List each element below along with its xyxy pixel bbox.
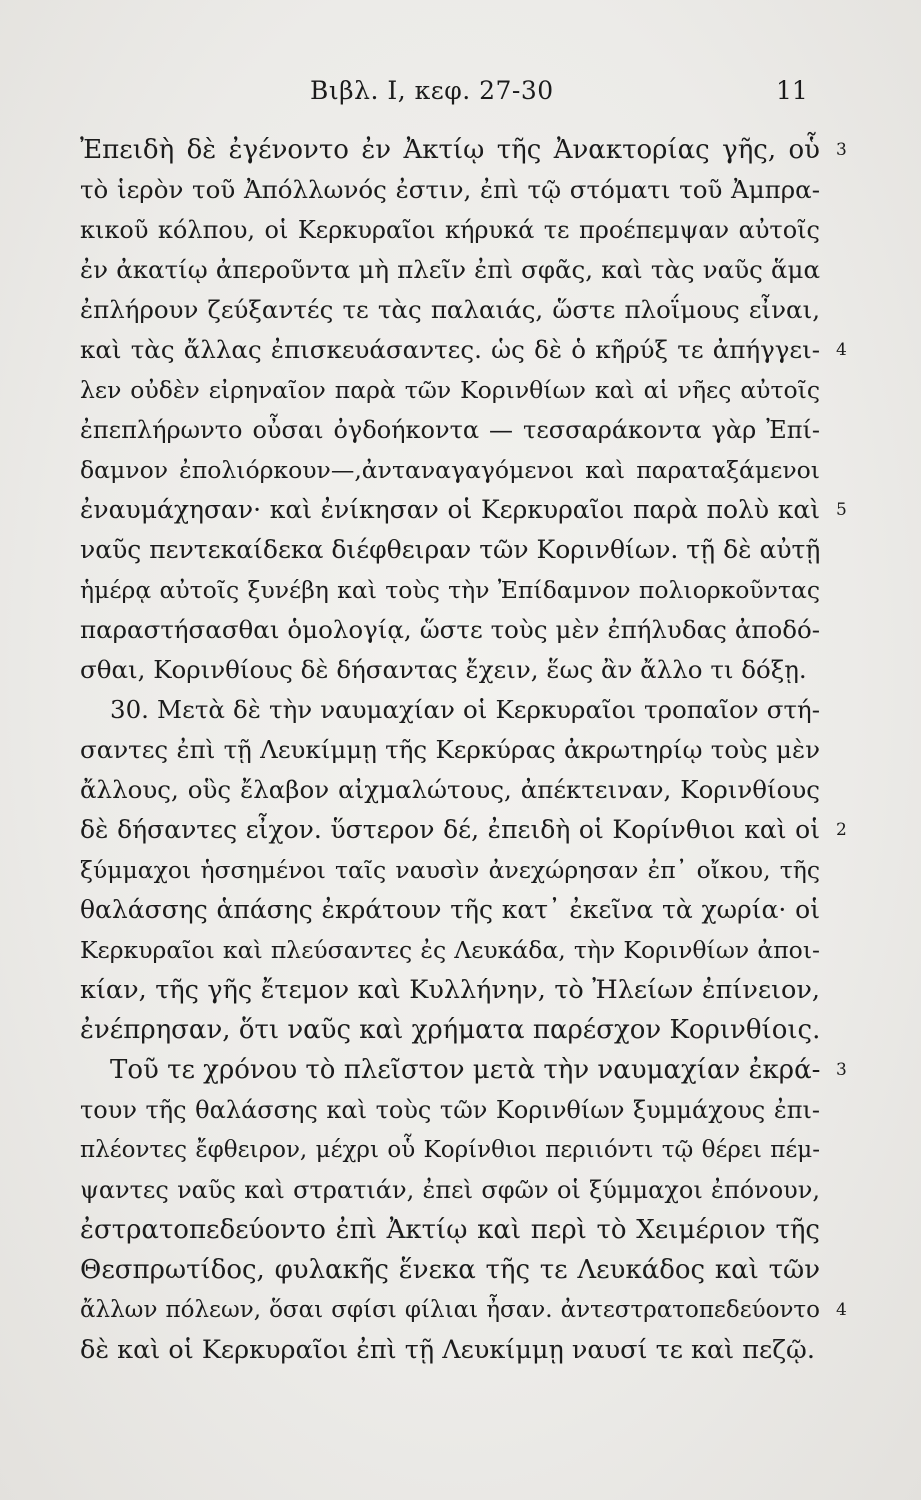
text-line bbox=[80, 1130, 820, 1170]
line-text: δὲ καὶ οἱ Κερκυραῖοι ἐπὶ τῇ Λευκίμμῃ ναυσί τε καὶ πεζῷ. bbox=[80, 1335, 815, 1365]
line-text: ξύμμαχοι ἡσσημένοι ταῖς ναυσὶν ἀνεχώρησαν ἐπ᾽ οἴκου, τῆς bbox=[80, 856, 820, 884]
text-line bbox=[80, 1210, 820, 1250]
line-text: τουν τῆς θαλάσσης καὶ τοὺς τῶν Κορινθίων ξυμμάχους ἐπι- bbox=[80, 1096, 820, 1124]
margin-section-number: 4 bbox=[836, 340, 847, 360]
line-text: πλέοντες ἔφθειρον, μέχρι οὗ Κορίνθιοι περιιόντι τῷ θέρει πέμ- bbox=[80, 1137, 820, 1163]
line-text: Κερκυραῖοι καὶ πλεύσαντες ἐς Λευκάδα, τὴν Κορινθίων ἀποι- bbox=[80, 936, 820, 964]
text-line bbox=[80, 210, 820, 250]
text-line bbox=[80, 1290, 847, 1330]
margin-section-number: 4 bbox=[836, 1300, 847, 1320]
line-text: τὸ ἱερὸν τοῦ Ἀπόλλωνός ἐστιν, ἐπὶ τῷ στόματι τοῦ Ἀμπρα- bbox=[80, 175, 820, 204]
margin-section-number: 3 bbox=[836, 140, 847, 160]
page-number: 11 bbox=[776, 76, 808, 105]
text-line bbox=[80, 290, 820, 330]
line-text: δὲ δήσαντες εἶχον. ὕστερον δέ, ἐπειδὴ οἱ Κορίνθιοι καὶ οἱ bbox=[80, 815, 820, 844]
running-title: Βιβλ. Ι, κεφ. 27-30 bbox=[310, 76, 554, 105]
text-line bbox=[80, 490, 847, 530]
text-line bbox=[80, 1050, 847, 1090]
line-text: ἡμέρᾳ αὐτοῖς ξυνέβη καὶ τοὺς τὴν Ἐπίδαμνον πολιορκοῦντας bbox=[80, 576, 820, 604]
text-line bbox=[80, 530, 820, 570]
text-line bbox=[80, 890, 820, 930]
line-text: Ἐπειδὴ δὲ ἐγένοντο ἐν Ἀκτίῳ τῆς Ἀνακτορίας γῆς, οὗ bbox=[80, 135, 820, 165]
line-text: ἐν ἀκατίῳ ἀπεροῦντα μὴ πλεῖν ἐπὶ σφᾶς, καὶ τὰς ναῦς ἅμα bbox=[80, 255, 820, 284]
line-text: κίαν, τῆς γῆς ἔτεμον καὶ Κυλλήνην, τὸ Ἠλείων ἐπίνειον, bbox=[80, 975, 820, 1005]
text-line bbox=[80, 330, 847, 370]
line-text: λεν οὐδὲν εἰρηναῖον παρὰ τῶν Κορινθίων καὶ αἱ νῆες αὐτοῖς bbox=[80, 376, 820, 404]
line-text: σαντες ἐπὶ τῇ Λευκίμμῃ τῆς Κερκύρας ἀκρωτηρίῳ τοὺς μὲν bbox=[80, 735, 820, 764]
text-line bbox=[80, 690, 820, 730]
line-text: δαμνον ἐπολιόρκουν—,ἀνταναγαγόμενοι καὶ παραταξάμενοι bbox=[80, 456, 820, 484]
line-text: κικοῦ κόλπου, οἱ Κερκυραῖοι κήρυκά τε προέπεμψαν αὐτοῖς bbox=[80, 216, 820, 244]
text-line bbox=[80, 1330, 820, 1370]
line-text: 30. Μετὰ δὲ τὴν ναυμαχίαν οἱ Κερκυραῖοι τροπαῖον στή- bbox=[110, 695, 820, 724]
text-line bbox=[80, 170, 820, 210]
line-text: σθαι, Κορινθίους δὲ δήσαντας ἔχειν, ἕως ἂν ἄλλο τι δόξῃ. bbox=[80, 655, 807, 684]
margin-section-number: 3 bbox=[836, 1060, 847, 1080]
line-text: ψαντες ναῦς καὶ στρατιάν, ἐπεὶ σφῶν οἱ ξύμμαχοι ἐπόνουν, bbox=[80, 1176, 820, 1204]
line-text: ἐστρατοπεδεύοντο ἐπὶ Ἀκτίῳ καὶ περὶ τὸ Χειμέριον τῆς bbox=[80, 1215, 820, 1245]
text-line bbox=[80, 850, 820, 890]
text-line bbox=[80, 930, 820, 970]
text-body bbox=[80, 130, 847, 1370]
text-line bbox=[80, 730, 820, 770]
running-head bbox=[0, 76, 921, 116]
text-line bbox=[80, 970, 820, 1010]
line-text: ἄλλων πόλεων, ὅσαι σφίσι φίλιαι ἦσαν. ἀντεστρατοπεδεύοντο bbox=[80, 1297, 820, 1323]
line-text: ἐναυμάχησαν· καὶ ἐνίκησαν οἱ Κερκυραῖοι παρὰ πολὺ καὶ bbox=[80, 495, 820, 524]
line-text: καὶ τὰς ἄλλας ἐπισκευάσαντες. ὡς δὲ ὁ κῆρύξ τε ἀπήγγει- bbox=[80, 335, 820, 364]
line-text: ναῦς πεντεκαίδεκα διέφθειραν τῶν Κορινθίων. τῇ δὲ αὐτῇ bbox=[80, 535, 820, 564]
line-text: ἐπλήρουν ζεύξαντές τε τὰς παλαιάς, ὥστε πλοΐμους εἶναι, bbox=[80, 295, 820, 324]
text-line bbox=[80, 410, 820, 450]
text-line bbox=[80, 770, 820, 810]
line-text: παραστήσασθαι ὁμολογίᾳ, ὥστε τοὺς μὲν ἐπήλυδας ἀποδό- bbox=[80, 615, 820, 644]
line-text: ἄλλους, οὓς ἔλαβον αἰχμαλώτους, ἀπέκτειναν, Κορινθίους bbox=[80, 775, 820, 804]
text-line bbox=[80, 1170, 820, 1210]
margin-section-number: 2 bbox=[836, 820, 847, 840]
text-line bbox=[80, 650, 820, 690]
text-line bbox=[80, 610, 820, 650]
margin-section-number: 5 bbox=[836, 500, 847, 520]
line-text: ἐνέπρησαν, ὅτι ναῦς καὶ χρήματα παρέσχον Κορινθίοις. bbox=[80, 1015, 820, 1045]
text-line bbox=[80, 130, 847, 170]
text-line bbox=[80, 250, 820, 290]
text-line bbox=[80, 1010, 820, 1050]
text-line bbox=[80, 450, 820, 490]
text-line bbox=[80, 810, 847, 850]
text-line bbox=[80, 370, 820, 410]
line-text: Θεσπρωτίδος, φυλακῆς ἕνεκα τῆς τε Λευκάδος καὶ τῶν bbox=[80, 1255, 820, 1285]
line-text: ἐπεπλήρωντο οὖσαι ὀγδοήκοντα — τεσσαράκοντα γὰρ Ἐπί- bbox=[80, 416, 820, 444]
line-text: θαλάσσης ἁπάσης ἐκράτουν τῆς κατ᾽ ἐκεῖνα τὰ χωρία· οἱ bbox=[80, 895, 820, 924]
text-line bbox=[80, 1090, 820, 1130]
text-line bbox=[80, 570, 820, 610]
line-text: Τοῦ τε χρόνου τὸ πλεῖστον μετὰ τὴν ναυμαχίαν ἐκρά- bbox=[110, 1055, 820, 1085]
text-line bbox=[80, 1250, 820, 1290]
